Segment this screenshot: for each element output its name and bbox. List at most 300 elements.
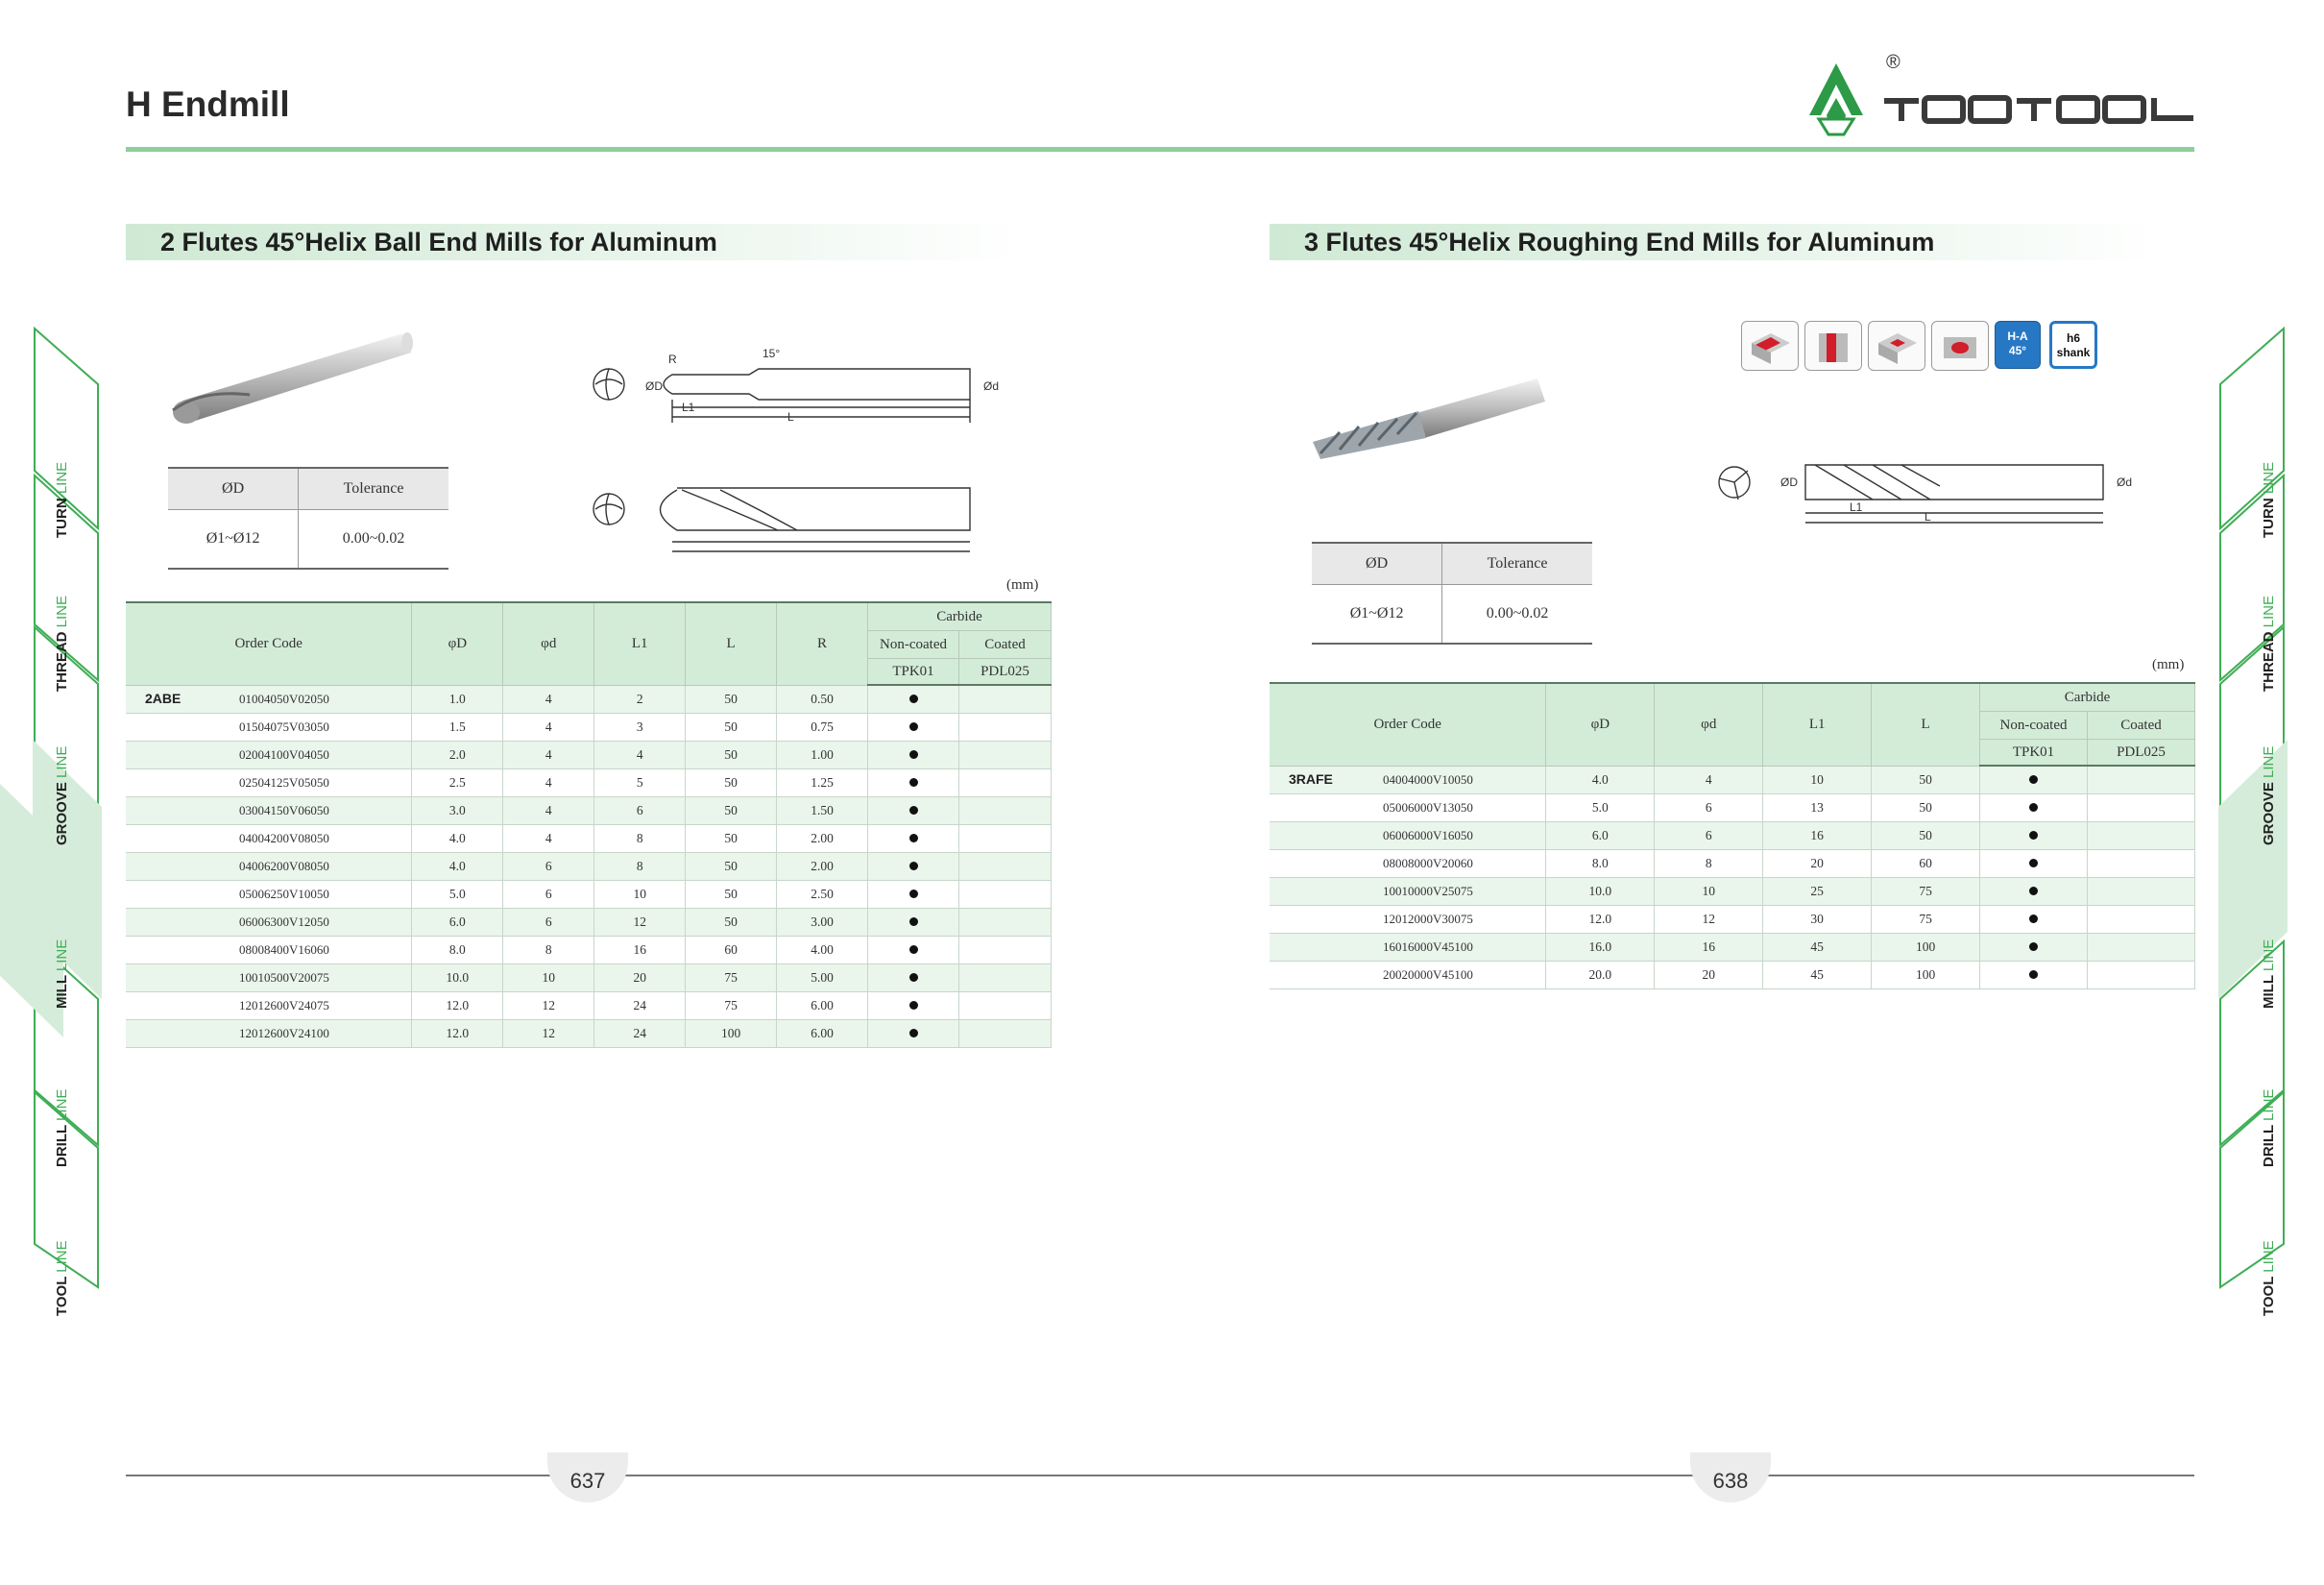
cell-r: 0.75 <box>777 714 868 742</box>
cell-r: 1.25 <box>777 769 868 797</box>
cell-d: 6 <box>503 881 594 909</box>
available-dot-icon <box>909 945 918 954</box>
cell-l: 50 <box>1872 822 1980 850</box>
tab-mill-line[interactable]: MILL LINE <box>54 939 70 1009</box>
cell-non-coated <box>868 1020 959 1048</box>
cell-l1: 2 <box>594 685 686 714</box>
cell-r: 3.00 <box>777 909 868 937</box>
cell-non-coated <box>868 769 959 797</box>
cell-d: 4 <box>503 742 594 769</box>
cell-r: 2.00 <box>777 825 868 853</box>
cell-coated <box>2087 766 2194 794</box>
brand-name <box>1805 56 1806 57</box>
helix-angle-badge: H-A 45° <box>1995 321 2041 369</box>
order-code: 04004200V08050 <box>239 831 329 845</box>
brand-logo <box>1805 52 2199 138</box>
order-code-cell <box>1270 962 1546 989</box>
available-dot-icon <box>909 695 918 703</box>
ball-end-mill-photo-icon <box>163 322 413 427</box>
available-dot-icon <box>909 1029 918 1037</box>
cell-l: 50 <box>686 909 777 937</box>
tolerance-value: 0.00~0.02 <box>1442 585 1592 645</box>
unit-label: (mm) <box>1006 577 1039 593</box>
tab-turn-line[interactable]: TURN LINE <box>54 461 70 538</box>
cell-non-coated <box>1980 850 2088 878</box>
cell-non-coated <box>868 853 959 881</box>
cell-d: 12 <box>1655 906 1763 934</box>
cell-l1: 6 <box>594 797 686 825</box>
cell-non-coated <box>868 685 959 714</box>
tolerance-range: Ø1~Ø12 <box>1312 585 1442 645</box>
cell-l: 50 <box>686 853 777 881</box>
cell-r: 4.00 <box>777 937 868 964</box>
right-side-tabs <box>2218 327 2324 1316</box>
unit-label: (mm) <box>2152 657 2185 672</box>
tab-turn-line[interactable]: TURN LINE <box>2261 461 2277 538</box>
order-code: 12012600V24075 <box>239 998 329 1012</box>
cell-l: 60 <box>1872 850 1980 878</box>
cell-non-coated <box>1980 934 2088 962</box>
order-code-cell <box>126 881 412 909</box>
order-code: 08008000V20060 <box>1383 856 1473 870</box>
order-code: 01504075V03050 <box>239 719 329 734</box>
header-l1: L1 <box>594 602 686 685</box>
cell-non-coated <box>1980 822 2088 850</box>
cell-r: 6.00 <box>777 1020 868 1048</box>
cell-l1: 16 <box>1763 822 1872 850</box>
order-code: 12012600V24100 <box>239 1026 329 1040</box>
order-code: 04004000V10050 <box>1383 772 1473 788</box>
cell-l: 50 <box>686 769 777 797</box>
available-dot-icon <box>2029 942 2038 951</box>
cell-non-coated <box>868 825 959 853</box>
drawing-label-angle: 15° <box>763 347 781 360</box>
header-grade-tpk01: TPK01 <box>1980 740 2088 767</box>
available-dot-icon <box>909 917 918 926</box>
table-row <box>1270 934 2195 962</box>
order-code: 10010500V20075 <box>239 970 329 985</box>
cell-l: 75 <box>686 964 777 992</box>
registered-mark: ® <box>1886 52 1900 73</box>
cell-d: 4 <box>1655 766 1763 794</box>
order-code: 04006200V08050 <box>239 859 329 873</box>
cell-d: 1.0 <box>412 685 503 714</box>
order-code-cell <box>126 742 412 769</box>
order-code-cell <box>126 797 412 825</box>
h6-shank-badge: h6 shank <box>2049 321 2097 369</box>
header-phi-d: φD <box>412 602 503 685</box>
cell-l: 50 <box>686 881 777 909</box>
header-coated: Coated <box>958 631 1051 659</box>
cell-l: 50 <box>686 825 777 853</box>
order-code-cell <box>126 769 412 797</box>
cell-d: 10.0 <box>412 964 503 992</box>
cell-coated <box>2087 850 2194 878</box>
drawing-label-d: ØD <box>645 379 663 393</box>
cell-d: 3.0 <box>412 797 503 825</box>
cell-l1: 12 <box>594 909 686 937</box>
header-rule <box>126 147 2194 152</box>
cell-d: 16 <box>1655 934 1763 962</box>
cell-l1: 45 <box>1763 934 1872 962</box>
table-row <box>126 797 1052 825</box>
table-row <box>1270 878 2195 906</box>
cell-l1: 16 <box>594 937 686 964</box>
order-code-cell <box>1270 934 1546 962</box>
table-row <box>126 853 1052 881</box>
tolerance-header-tolerance: Tolerance <box>1442 543 1592 585</box>
table-row <box>1270 766 2195 794</box>
order-code-cell <box>1270 878 1546 906</box>
cell-coated <box>958 1020 1051 1048</box>
cell-d: 10.0 <box>1546 878 1655 906</box>
available-dot-icon <box>909 862 918 870</box>
cell-l1: 8 <box>594 853 686 881</box>
cell-coated <box>2087 934 2194 962</box>
cell-non-coated <box>868 937 959 964</box>
cell-l: 75 <box>1872 878 1980 906</box>
available-dot-icon <box>2029 775 2038 784</box>
available-dot-icon <box>909 806 918 815</box>
cell-non-coated <box>1980 766 2088 794</box>
header-grade-pdl025: PDL025 <box>2087 740 2194 767</box>
cell-l1: 25 <box>1763 878 1872 906</box>
order-code: 06006000V16050 <box>1383 828 1473 842</box>
cell-r: 1.50 <box>777 797 868 825</box>
header-carbide: Carbide <box>1980 683 2195 712</box>
roughing-end-mill-spec-table <box>1270 682 2195 989</box>
tolerance-table-roughing <box>1312 542 1592 645</box>
cell-r: 2.50 <box>777 881 868 909</box>
cell-coated <box>958 964 1051 992</box>
table-row <box>126 992 1052 1020</box>
cell-r: 5.00 <box>777 964 868 992</box>
tab-groove-line[interactable]: GROOVE LINE <box>54 745 70 845</box>
cell-coated <box>2087 878 2194 906</box>
cell-l: 100 <box>1872 934 1980 962</box>
header-l: L <box>1872 683 1980 766</box>
cell-d: 6 <box>1655 822 1763 850</box>
drawing-label-l: L <box>787 410 794 424</box>
cell-l1: 24 <box>594 992 686 1020</box>
table-row <box>126 714 1052 742</box>
cell-l1: 4 <box>594 742 686 769</box>
order-code-cell <box>126 992 412 1020</box>
order-code-cell <box>126 714 412 742</box>
tab-thread-line[interactable]: THREAD LINE <box>2261 595 2277 692</box>
cell-coated <box>958 769 1051 797</box>
header-non-coated: Non-coated <box>1980 712 2088 740</box>
roughing-end-mill-drawing-icon <box>1709 451 2142 538</box>
cell-d: 20.0 <box>1546 962 1655 989</box>
tab-tool-line[interactable]: TOOL LINE <box>54 1240 70 1316</box>
cell-d: 12.0 <box>1546 906 1655 934</box>
order-code: 02504125V05050 <box>239 775 329 790</box>
table-row <box>126 742 1052 769</box>
cell-non-coated <box>868 797 959 825</box>
cell-d: 20 <box>1655 962 1763 989</box>
ball-end-mill-spec-table <box>126 601 1052 1048</box>
cell-coated <box>958 825 1051 853</box>
series-code: 2ABE <box>145 691 182 707</box>
cell-l1: 24 <box>594 1020 686 1048</box>
table-row <box>126 769 1052 797</box>
cell-coated <box>2087 906 2194 934</box>
drawing-label-l: L <box>1925 510 1931 524</box>
cell-r: 2.00 <box>777 853 868 881</box>
available-dot-icon <box>909 834 918 842</box>
tolerance-header-d: ØD <box>168 468 299 510</box>
order-code-cell <box>1270 906 1546 934</box>
cell-d: 6.0 <box>1546 822 1655 850</box>
cell-d: 4.0 <box>412 825 503 853</box>
cell-d: 6.0 <box>412 909 503 937</box>
available-dot-icon <box>909 973 918 982</box>
cell-d: 12.0 <box>412 992 503 1020</box>
table-row <box>1270 794 2195 822</box>
cell-coated <box>2087 794 2194 822</box>
header-order-code: Order Code <box>126 602 412 685</box>
order-code-cell <box>1270 794 1546 822</box>
order-code-cell <box>126 853 412 881</box>
cell-l1: 20 <box>594 964 686 992</box>
order-code: 06006300V12050 <box>239 914 329 929</box>
order-code: 20020000V45100 <box>1383 967 1473 982</box>
available-dot-icon <box>2029 914 2038 923</box>
drawing-label-d: ØD <box>1780 476 1798 489</box>
available-dot-icon <box>2029 831 2038 840</box>
cell-l: 75 <box>1872 906 1980 934</box>
cell-d: 10 <box>503 964 594 992</box>
cell-d: 12.0 <box>412 1020 503 1048</box>
cell-l1: 8 <box>594 825 686 853</box>
section-title-ball-end-mills: 2 Flutes 45°Helix Ball End Mills for Aluminum <box>126 224 1019 260</box>
table-row <box>126 1020 1052 1048</box>
header-grade-pdl025: PDL025 <box>958 659 1051 686</box>
cell-d: 4 <box>503 825 594 853</box>
cell-coated <box>958 714 1051 742</box>
cell-non-coated <box>1980 878 2088 906</box>
cell-d: 8 <box>503 937 594 964</box>
cell-l: 60 <box>686 937 777 964</box>
cell-d: 16.0 <box>1546 934 1655 962</box>
cell-non-coated <box>868 881 959 909</box>
header-l: L <box>686 602 777 685</box>
cell-d: 8.0 <box>1546 850 1655 878</box>
cell-l: 50 <box>686 714 777 742</box>
cell-d: 4.0 <box>1546 766 1655 794</box>
order-code: 08008400V16060 <box>239 942 329 957</box>
cell-l1: 5 <box>594 769 686 797</box>
cell-d: 4 <box>503 714 594 742</box>
cell-non-coated <box>868 992 959 1020</box>
cell-d: 6 <box>503 853 594 881</box>
available-dot-icon <box>909 750 918 759</box>
cell-l1: 3 <box>594 714 686 742</box>
cell-non-coated <box>1980 906 2088 934</box>
drawing-label-shank-d: Ød <box>983 379 1000 393</box>
tolerance-value: 0.00~0.02 <box>299 510 448 570</box>
table-row <box>126 825 1052 853</box>
cell-coated <box>958 992 1051 1020</box>
table-row <box>1270 962 2195 989</box>
cell-non-coated <box>868 909 959 937</box>
cell-d: 4.0 <box>412 853 503 881</box>
series-code: 3RAFE <box>1289 771 1333 788</box>
header-phi-d: φD <box>1546 683 1655 766</box>
table-row <box>1270 850 2195 878</box>
tootool-logo-icon <box>1805 56 2199 138</box>
cell-d: 6 <box>1655 794 1763 822</box>
cell-non-coated <box>868 742 959 769</box>
cell-coated <box>958 797 1051 825</box>
cell-non-coated <box>1980 962 2088 989</box>
order-code: 16016000V45100 <box>1383 939 1473 954</box>
tab-drill-line[interactable]: DRILL LINE <box>54 1088 70 1167</box>
cell-d: 8.0 <box>412 937 503 964</box>
table-row <box>1270 822 2195 850</box>
cell-r: 0.50 <box>777 685 868 714</box>
cell-r: 6.00 <box>777 992 868 1020</box>
header-order-code: Order Code <box>1270 683 1546 766</box>
order-code-cell <box>1270 850 1546 878</box>
cell-coated <box>958 742 1051 769</box>
tolerance-range: Ø1~Ø12 <box>168 510 299 570</box>
table-row <box>126 909 1052 937</box>
cell-non-coated <box>868 714 959 742</box>
cell-d: 12 <box>503 1020 594 1048</box>
available-dot-icon <box>2029 887 2038 895</box>
cell-d: 8 <box>1655 850 1763 878</box>
order-code: 03004150V06050 <box>239 803 329 817</box>
cell-d: 4 <box>503 797 594 825</box>
cell-l: 50 <box>1872 766 1980 794</box>
drawing-label-r: R <box>668 353 677 366</box>
order-code-cell <box>126 937 412 964</box>
cell-l: 100 <box>1872 962 1980 989</box>
footer-rule <box>126 1475 2194 1476</box>
tab-mill-line[interactable]: MILL LINE <box>2261 939 2277 1009</box>
cell-d: 2.0 <box>412 742 503 769</box>
cell-d: 5.0 <box>1546 794 1655 822</box>
available-dot-icon <box>909 778 918 787</box>
cell-coated <box>958 853 1051 881</box>
order-code: 05006000V13050 <box>1383 800 1473 815</box>
cell-d: 2.5 <box>412 769 503 797</box>
order-code-cell <box>126 825 412 853</box>
order-code: 01004050V02050 <box>239 692 329 707</box>
cell-d: 6 <box>503 909 594 937</box>
pocket-icon <box>1868 321 1925 371</box>
available-dot-icon <box>2029 970 2038 979</box>
cell-d: 5.0 <box>412 881 503 909</box>
order-code: 02004100V04050 <box>239 747 329 762</box>
cell-r: 1.00 <box>777 742 868 769</box>
cell-l1: 30 <box>1763 906 1872 934</box>
slot-icon <box>1804 321 1862 371</box>
page-number-right: 638 <box>1690 1452 1771 1502</box>
drawing-label-shank-d: Ød <box>2117 476 2133 489</box>
cell-d: 1.5 <box>412 714 503 742</box>
cell-l: 50 <box>1872 794 1980 822</box>
profile-icon <box>1931 321 1989 371</box>
section-title-roughing-end-mills: 3 Flutes 45°Helix Roughing End Mills for Aluminum <box>1270 224 2163 260</box>
drawing-label-l1: L1 <box>1850 500 1863 514</box>
cell-l1: 20 <box>1763 850 1872 878</box>
header-coated: Coated <box>2087 712 2194 740</box>
tab-tool-line[interactable]: TOOL LINE <box>2261 1240 2277 1316</box>
header-phi-shank: φd <box>503 602 594 685</box>
header-l1: L1 <box>1763 683 1872 766</box>
order-code-cell <box>126 964 412 992</box>
order-code-cell <box>126 909 412 937</box>
order-code: 12012000V30075 <box>1383 912 1473 926</box>
cell-l1: 45 <box>1763 962 1872 989</box>
header-non-coated: Non-coated <box>868 631 959 659</box>
tolerance-table-ball <box>168 467 448 570</box>
header-carbide: Carbide <box>868 602 1052 631</box>
cell-coated <box>958 937 1051 964</box>
available-dot-icon <box>909 1001 918 1010</box>
roughing-end-mill-photo-icon <box>1311 365 1551 461</box>
table-row <box>126 937 1052 964</box>
cell-d: 12 <box>503 992 594 1020</box>
cell-l1: 10 <box>1763 766 1872 794</box>
available-dot-icon <box>2029 803 2038 812</box>
table-row <box>126 685 1052 714</box>
drawing-label-l1: L1 <box>682 401 695 414</box>
table-row <box>126 964 1052 992</box>
cell-coated <box>2087 822 2194 850</box>
cell-coated <box>958 685 1051 714</box>
cell-l: 50 <box>686 742 777 769</box>
table-row <box>1270 906 2195 934</box>
page-title: H Endmill <box>126 85 290 124</box>
header-r: R <box>777 602 868 685</box>
header-phi-shank: φd <box>1655 683 1763 766</box>
ball-end-mill-drawing-icon <box>586 346 1000 567</box>
cell-l: 75 <box>686 992 777 1020</box>
cell-l: 50 <box>686 797 777 825</box>
left-side-tabs <box>33 327 138 1316</box>
tab-thread-line[interactable]: THREAD LINE <box>54 595 70 692</box>
cell-l1: 10 <box>594 881 686 909</box>
order-code-cell <box>1270 822 1546 850</box>
order-code: 05006250V10050 <box>239 887 329 901</box>
cell-non-coated <box>1980 794 2088 822</box>
cell-d: 10 <box>1655 878 1763 906</box>
cell-coated <box>958 909 1051 937</box>
cell-coated <box>2087 962 2194 989</box>
tolerance-header-d: ØD <box>1312 543 1442 585</box>
cell-d: 4 <box>503 685 594 714</box>
order-code-cell <box>126 685 412 714</box>
available-dot-icon <box>2029 859 2038 867</box>
order-code-cell <box>126 1020 412 1048</box>
table-row <box>126 881 1052 909</box>
cell-coated <box>958 881 1051 909</box>
tolerance-header-tolerance: Tolerance <box>299 468 448 510</box>
cell-l: 100 <box>686 1020 777 1048</box>
order-code-cell <box>1270 766 1546 794</box>
available-dot-icon <box>909 890 918 898</box>
tab-drill-line[interactable]: DRILL LINE <box>2261 1088 2277 1167</box>
cell-non-coated <box>868 964 959 992</box>
cell-l1: 13 <box>1763 794 1872 822</box>
header-grade-tpk01: TPK01 <box>868 659 959 686</box>
tab-groove-line[interactable]: GROOVE LINE <box>2261 745 2277 845</box>
available-dot-icon <box>909 722 918 731</box>
